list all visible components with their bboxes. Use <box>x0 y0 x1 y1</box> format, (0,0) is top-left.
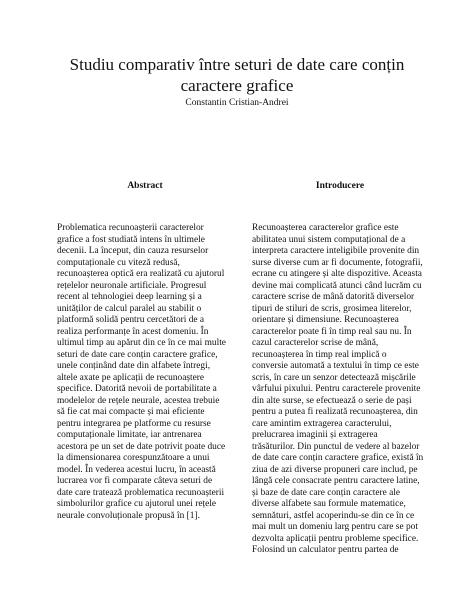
abstract-body: Problematica recunoașterii caracterelor grafice a fost studiată intens în ultimele decenii. La început, din cauza resurselor computaționale cu viteză redusă, recunoașterea optică era realizată cu ajutorul rețelelor neuronale artificiale. Progresul recent al tehnologiei deep learning și a unităților de calcul paralel au stabilit o platformă solidă pentru cercetători de a realiza performanțe în acest domeniu. În ultimul timp au apărut din ce în ce mai multe seturi de date care conțin caractere grafice, unele conținând date din alfabete întregi, altele axate pe aplicații de recunoaștere specifice. Datorită nevoii de portabilitate a modelelor de rețele neurale, acestea trebuie să fie cat mai compacte și mai eficiente pentru integrarea pe platforme cu resurse computaționale limitate, iar antrenarea acestora pe un set de date potrivit poate duce la dimensionarea corespunzătoare a unui model. În vederea acestui lucru, în această lucrarea vor fi comparate câteva seturi de date care tratează problematica recunoașterii simbolurilor grafice cu ajutorul unei rețele neurale convoluționale propusă în [1]. <box>57 223 226 521</box>
paper-author: Constantin Cristian-Andrei <box>185 98 289 108</box>
introduction-body: Recunoașterea caracterelor grafice este abilitatea unui sistem computațional de a interpreta caractere inteligibile provenite din surse diverse cum ar fi documente, fotografii, ecrane cu atingere și alte dispozitive. Aceasta devine mai complicată atunci când lucrăm cu caractere scrise de mână datorită diverselor tipuri de stiluri de scris, grosimea literelor, orientare și dimensiune. Recunoașterea caracterelor poate fi în timp real sau nu. În cazul caracterelor scrise de mână, recunoașterea în timp real implică o conversie automată a textului în timp ce este scris, în care un senzor detectează mișcările vârfului pixului. Pentru caracterele provenite din alte surse, se efectuează o serie de pași pentru a putea fi realizată recunoașterea, din care amintim extragerea caracterului, prelucrarea imaginii și extragerea trăsăturilor. Din punctul de vedere al bazelor de date care conțin caractere grafice, există în ziua de azi diverse propuneri care includ, pe lângă cele consacrate pentru caractere latine, și baze de date care conțin caractere ale diverse alfabete sau formule matematice, semnături, astfel acoperindu-se din ce în ce mai mult un domeniu larg pentru care se pot dezvolta aplicații pentru probleme specifice. Folosind un calculator pentru partea de <box>252 223 424 555</box>
abstract-column <box>57 180 233 522</box>
abstract-heading: Abstract <box>127 181 163 191</box>
introduction-column <box>252 180 428 557</box>
paper-title: Studiu comparativ între seturi de date care conțin caractere grafice <box>69 55 405 95</box>
introduction-heading: Introducere <box>315 181 365 191</box>
